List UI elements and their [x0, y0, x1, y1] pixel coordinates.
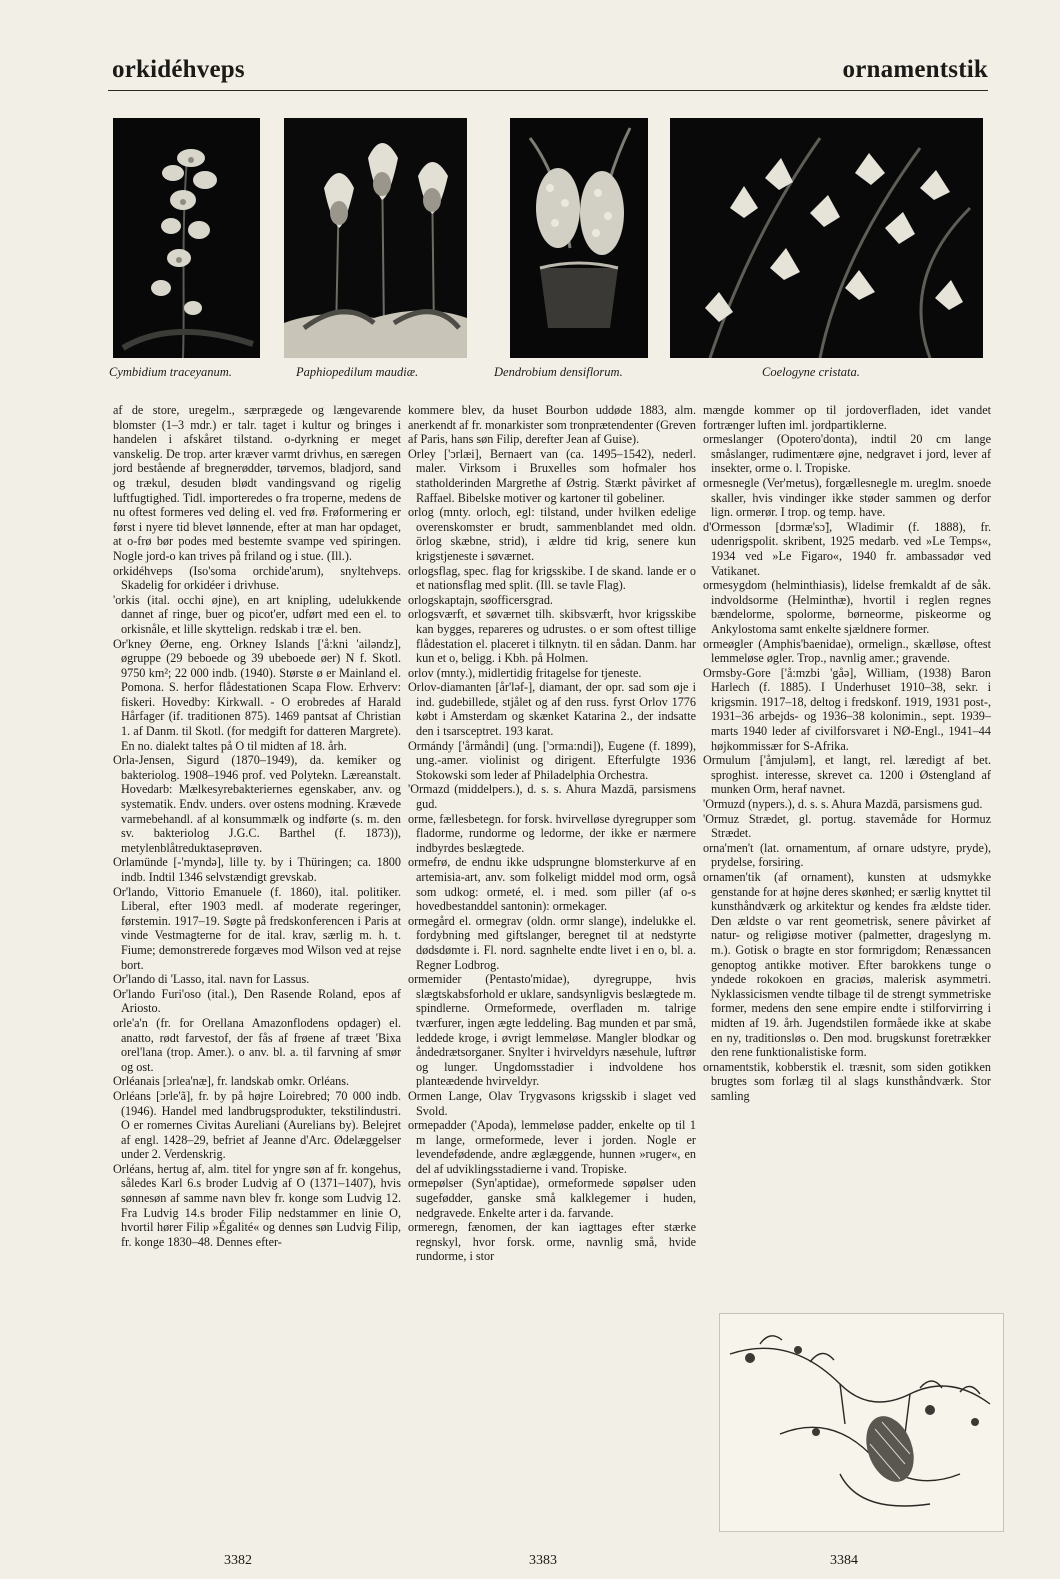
entry-orkidehveps: orkidéhveps (Iso'soma orchide'arum), snyltehveps. Skadelig for orkidéer i drivhuse.	[113, 563, 401, 593]
photo-paphiopedilum	[284, 118, 467, 358]
entry-ormuz-straedet: 'Ormuz Strædet, gl. portug. stavemåde for Hormuz Strædet.	[703, 811, 991, 841]
entry-orlando-di-lasso: Or'lando di 'Lasso, ital. navn for Lassus.	[113, 972, 310, 987]
entry-dormesson: d'Ormesson [dɔrmæ'sɔ̃], Wladimir (f. 1888), fr. udenrigspolit. skribent, 1925 medarb. ved »Le Temps«, 1934 ved »Le Figaro«, 1940 fr. ambassadør ved Vatikanet.	[703, 519, 991, 578]
running-header	[108, 46, 988, 91]
entry-ormuzd: 'Ormuzd (nypers.), d. s. s. Ahura Mazdā, parsismens gud.	[703, 797, 983, 812]
header-left-keyword: orkidéhveps	[112, 56, 245, 83]
entry-orlando: Or'lando, Vittorio Emanuele (f. 1860), ital. politiker. Liberal, efter 1903 medl. af moderate regeringer, førstemin. 1917–19. Søgte på fredskonferencen i Paris at vinde Vestmagterne for de ital. krav, særlig m. h. t. Fiume; demonstrerede forgæves mod Wilson ved at rejse bort.	[113, 884, 401, 972]
entry-ormsby-gore: Ormsby-Gore ['å:mzbi 'gåə], William, (1938) Baron Harlech (f. 1885). I Underhuset 1910–38, sekr. i krigsmin. 1917–18, deltog i fredskonf. 1919, 1931 post-, 1931–36 arbejds- og 1936–38 kolonimin., sept. 1939–marts 1940 leder af civilforsvaret i NØ-Engl., 1941–44 højkommissær for S-Afrika.	[703, 665, 991, 753]
entry-orleans-hertug: Orléans, hertug af, alm. titel for yngre søn af fr. kongehus, således Karl 6.s broder Ludvig af O (1371–1407), hvis sønnesøn af samme navn blev fr. konge som Ludvig 12. Fra Ludvig 14.s broder Filip nedstammer en linie O, hvortil hører Filip »Égalité« og dennes søn Ludvig Filip, fr. konge 1830–48. Dennes efter-	[113, 1161, 401, 1249]
entry-ormandy: Ormándy ['årmåndi] (ung. ['ɔrma:ndi]), Eugene (f. 1899), ung.-amer. violinist og dirigent. Efterfulgte 1936 Stokowski som leder af Philadelphia Orchestra.	[408, 738, 696, 782]
entry-orlov-diamanten: Orlov-diamanten [år'ləf-], diamant, der opr. sad som øje i ind. gudebillede, stjålet og af den russ. fyrst Orlov 1776 købt i Amsterdam og skænket Katarina 2., der indsatte den i tsarsceptret. 193 karat.	[408, 680, 696, 739]
page-number-right: 3384	[830, 1553, 858, 1568]
caption-paphiopedilum: Paphiopedilum maudiæ.	[296, 365, 419, 379]
page-number-left: 3382	[224, 1553, 252, 1568]
entry-ormeregn: ormeregn, fænomen, der kan iagttages efter stærke regnskyl, hvor forsk. orme, navnlig små, hvide rundorme, i stor	[408, 1220, 696, 1264]
photo-dendrobium	[510, 118, 648, 358]
header-right-keyword: ornamentstik	[842, 56, 988, 83]
entry-orla-jensen: Orla-Jensen, Sigurd (1870–1949), da. kemiker og bakteriolog. 1908–1946 prof. ved Polytekn. Læreanstalt. Hovedarb: Mælkesyrebakteriernes egenskaber, anv. og systematik. Endv. unders. over ostens modning. Krævede varmebehandl. af al konsummælk og indførte (s. m. den sv. bakteriolog J.G.C. Barthel (f. 1873)), metylenblåtreduktaseprøven.	[113, 753, 401, 855]
entry-orlog: orlog (mnty. orloch, egl: tilstand, under hvilken edelige overenskomster er brudt, sammenblandet med oldn. örlog skæbne, strid), i ældre tid krig, senere kun krigstjeneste i søværnet.	[408, 505, 696, 563]
entry-ormesnegle: ormesnegle (Ver'metus), forgællesnegle m. ureglm. snoede skaller, hvis vindinger ikke støder sammen og derfor lign. ormerør. I trop. og temp. have.	[703, 475, 991, 520]
entry-ornamentik: ornamen'tik (af ornament), kunsten at udsmykke genstande for at højne deres skønhed; er særlig knyttet til kunsthåndværk og arkitektur og kendes fra ældste tider. Den ældste o var rent geometrisk, senere påvirket af natur- og religiøse motiver (palmetter, drageslyng m. m.). Gotisk o bragte en stor formrigdom; Renæssancen genoptog antikke motiver. Efter barokkens tunge o yndede rokokoen en graciøs, malerisk asymmetri. Nyklassicismen vendte tilbage til de strengt symmetriske former, medens den sene empire endte i stilforvirring i midten af 19. årh. Jugendstilen formåede ikke at skabe en ny, traditionsløs o. Den mod. brugskunst foretrækker den rene funktionalistiske form.	[703, 870, 991, 1060]
text-column-3	[703, 403, 991, 1104]
entry-orkney: Or'kney Øerne, eng. Orkney Islands ['å:kni 'ailəndz], øgruppe (29 beboede og 39 ubeboede øer) N f. Skotl. 9750 km²; 22 000 indb. (1940). Største ø er Mainland el. Pomona. S. herfor flådestationen Scapa Flow. Erhverv: fiskeri. Hovedby: Kirkwall. - O erobredes af Harald Hårfager (if. traditionen 875). 1469 pantsat af Christian 1. af Danm. til Skotl. (for medgift for datteren Margrete). En no. dialekt taltes på O til midten af 18. årh.	[113, 636, 401, 753]
entry-orkide-continued: af de store, uregelm., særprægede og længevarende blomster (1–3 mdr.) er talr. taget i kultur og bringes i handelen i afskåret tilstand. o-dyrkning er meget vanskelig. De trop. arter kræver varmt drivhus, en særegen jord bestående af bregnerødder, tørvemos, bladjord, sand og trækul, desuden blødt vandingsvand og rigelig luftfugtighed. Tidl. importeredes o fra troperne, medens de nu oftest formeres ved deling el. ved frø. Frøformering er først i nyere tid blevet lønnende, efter at man har opdaget, at o-frø bør podes med bestemte svampe ved spiringen. Nogle jord-o kan trives på friland og i stue. (Ill.).	[113, 403, 401, 563]
entry-ormeregn-continued: mængde kommer op til jordoverfladen, idet vandet fortrænger luften iml. jordpartiklerne.	[703, 403, 991, 432]
entry-ormepolser: ormepølser (Syn'aptidae), ormeformede søpølser uden sugefødder, ganske små kalklegemer i huden, nedgravede. Enkelte arter i da. farvande.	[408, 1176, 696, 1220]
entry-orme: orme, fællesbetegn. for forsk. hvirvelløse dyregrupper som fladorme, rundorme og ledorme, der ikke er nærmere indbyrdes beslægtede.	[408, 811, 696, 855]
entry-orlean: orle'a'n (fr. for Orellana Amazonflodens opdager) el. anatto, rødt farvestof, der fås af frøene af træet 'Bixa orel'lana (trop. Amer.). o anv. bl. a. til farvning af smør og ost.	[113, 1015, 401, 1074]
caption-coelogyne: Coelogyne cristata.	[762, 365, 860, 379]
entry-ormen-lange: Ormen Lange, Olav Trygvasons krigsskib i slaget ved Svold.	[408, 1088, 696, 1118]
entry-ormemider: ormemider (Pentasto'midae), dyregruppe, hvis slægtskabsforhold er uklare, sandsynligvis beslægtede m. spindlerne. Ormeformede, overfladen m. talrige tværfurer, ingen ægte leddeling. Bag munden et par små, leddede kroge, i øvrigt lemmeløse. Mangler blodkar og åndedrætsorganer. Snylter i hvirveldyrs næsehule, luftrør og lunger. Ungdomsstadier i indvoldene hos planteædende hvirveldyr.	[408, 972, 696, 1089]
entry-ormeogler: ormeøgler (Amphis'baenidae), ormelign., skælløse, oftest lemmeløse øgler. Trop., navnlig amer.; gravende.	[703, 636, 991, 666]
ornament-engraving-illustration	[719, 1313, 1004, 1532]
caption-dendrobium: Dendrobium densiflorum.	[494, 365, 623, 379]
page-number-middle: 3383	[529, 1553, 557, 1568]
entry-orlamunde: Orlamünde [-'myndə], lille ty. by i Thüringen; ca. 1800 indb. Indtil 1346 selvstændigt grevskab.	[113, 855, 401, 884]
entry-orkis: 'orkis (ital. occhi øjne), en art knipling, udelukkende dannet af ringe, buer og picot'er, udført med een el. to orkisnåle, et lille skyttelign. redskab i træ el. ben.	[113, 592, 401, 636]
entry-orley: Orley ['ɔrlæi], Bernaert van (ca. 1495–1542), nederl. maler. Virksom i Bruxelles som hofmaler hos statholderinden Margrethe af Østrig. Stærkt påvirket af Raffael. Bibelske motiver og kartoner til gobeliner.	[408, 446, 696, 505]
entry-ornamentstik: ornamentstik, kobberstik el. træsnit, som siden gotikken brugtes som forlæg til al slags kunsthåndværk. Stor samling	[703, 1059, 991, 1103]
entry-ormazd: 'Ormazd (middelpers.), d. s. s. Ahura Mazdā, parsismens gud.	[408, 782, 696, 812]
entry-orleanais: Orléanais [ɔrlea'næ], fr. landskab omkr. Orléans.	[113, 1074, 350, 1089]
entry-ormepadder: ormepadder ('Apoda), lemmeløse padder, enkelte op til 1 m lange, ormeformede, lever i jorden. Nogle er levendefødende, andre æglæggende, hunnen »ruger«, en del af udviklingsstadierne i vand. Tropiske.	[408, 1118, 696, 1176]
entry-orlogsvaerft: orlogsværft, et søværnet tilh. skibsværft, hvor krigsskibe kan bygges, repareres og udrustes. o er som oftest tillige flådestation el. placeret i tilknytn. til en sådan. Danm. har kun et o, beligg. i Kbh. på Holmen.	[408, 607, 696, 666]
photo-coelogyne	[670, 118, 983, 358]
entry-orlogsflag: orlogsflag, spec. flag for krigsskibe. I de skand. lande er o et nationsflag med split. (Ill. se tavle Flag).	[408, 563, 696, 593]
text-column-2	[408, 403, 696, 1264]
text-column-1	[113, 403, 401, 1249]
entry-ornament: orna'men't (lat. ornamentum, af ornare udstyre, pryde), prydelse, forsiring.	[703, 840, 991, 870]
entry-orlogskaptajn: orlogskaptajn, søofficersgrad.	[408, 592, 553, 607]
entry-orleans-city: Orléans [ɔrle'ã], fr. by på højre Loirebred; 70 000 indb. (1946). Handel med landbrugsprodukter, tekstilindustri. O er romernes Civitas Aureliani (Aurelians by). Belejret af engl. 1428–29, befriet af Jeanne d'Arc. Ødelæggelser under 2. Verdenskrig.	[113, 1088, 401, 1162]
photo-cymbidium	[113, 118, 260, 358]
entry-ormeslanger: ormeslanger (Opotero'donta), indtil 20 cm lange småslanger, rudimentære øjne, nedgravet i jord, lever af insekter, orme o. l. Tropiske.	[703, 432, 991, 476]
entry-orleans-continued: kommere blev, da huset Bourbon uddøde 1883, alm. anerkendt af fr. monarkister som tronprætendenter (Greven af Paris, hans søn Filip, derefter Jean af Guise).	[408, 403, 696, 447]
entry-orlando-furioso: Or'lando Furi'oso (ital.), Den Rasende Roland, epos af Ariosto.	[113, 986, 401, 1016]
entry-ormefro: ormefrø, de endnu ikke udsprungne blomsterkurve af en artemisia-art, anv. som folkeligt middel mod orm, også som udkog: ormeté, el. i med. som piller (af o-s hovedbestanddel santonin): ormekager.	[408, 855, 696, 914]
entry-ormesygdom: ormesygdom (helminthiasis), lidelse fremkaldt af de såk. indvoldsorme (Helminthæ), hvortil i reglen regnes bændelorme, spolorme, børneorme, piskeorme og Ankylostoma samt enkelte sjældnere former.	[703, 578, 991, 636]
entry-ormegard: ormegård el. ormegrav (oldn. ormr slange), indelukke el. fordybning med giftslanger, beregnet til at nedstyrte dødsdømte i. Fl. nord. sagnhelte endte livet i en o, bl. a. Regner Lodbrog.	[408, 913, 696, 972]
caption-cymbidium: Cymbidium traceyanum.	[109, 365, 232, 379]
entry-orlov: orlov (mnty.), midlertidig fritagelse for tjeneste.	[408, 665, 642, 680]
entry-ormulum: Ormulum ['åmjuləm], et langt, rel. læredigt af bet. sproghist. interesse, skrevet ca. 1200 i Østengland af munken Orm, heraf navnet.	[703, 753, 991, 797]
